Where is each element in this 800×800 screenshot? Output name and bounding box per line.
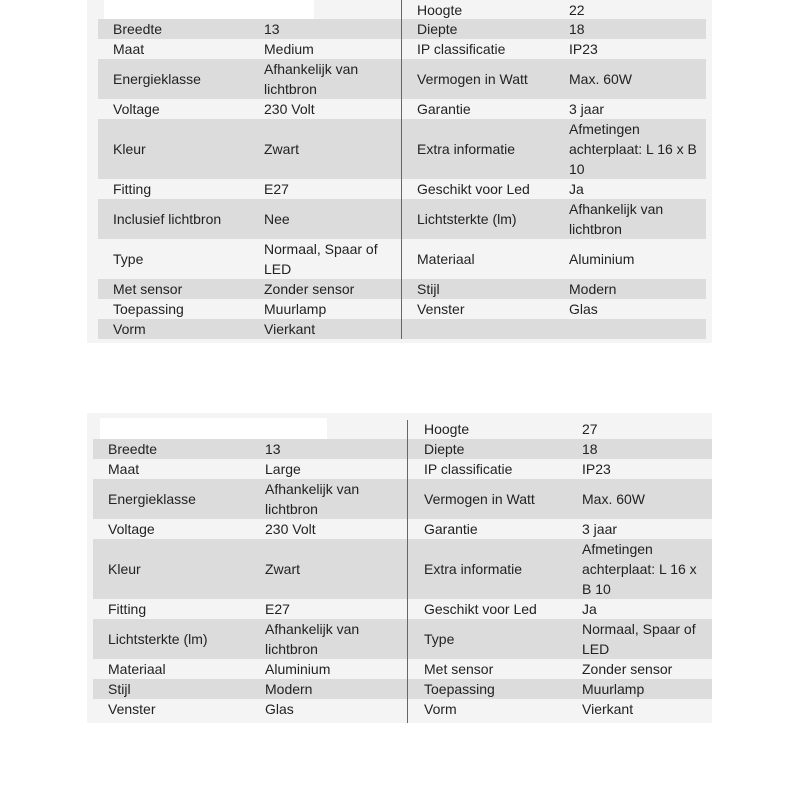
spec-label: Vermogen in Watt (417, 71, 528, 87)
spec-value: IP23 (569, 41, 598, 57)
spec-label: Toepassing (424, 681, 495, 697)
spec-label: Maat (108, 461, 140, 477)
spec-label: Vorm (113, 321, 146, 337)
spec-label: Hoogte (417, 1, 463, 18)
table-row (98, 0, 706, 19)
spec-value: Aluminium (569, 251, 635, 267)
spec-label: Energieklasse (108, 491, 196, 507)
spec-value: Max. 60W (582, 491, 646, 507)
spec-label: Breedte (113, 21, 163, 37)
spec-value: Ja (582, 601, 597, 617)
table-row (93, 519, 712, 539)
spec-table-2 (87, 413, 712, 723)
spec-label: Maat (113, 41, 145, 57)
spec-label: Hoogte (424, 421, 470, 437)
spec-label: Diepte (424, 441, 465, 457)
spec-label: Venster (108, 701, 156, 717)
spec-label: Garantie (424, 521, 478, 537)
spec-label: Vorm (424, 701, 457, 717)
spec-value: Zonder sensor (264, 281, 355, 297)
spec-label: Geschikt voor Led (424, 601, 537, 617)
spec-value: Vierkant (264, 321, 316, 337)
table-row (98, 19, 706, 39)
spec-label: Kleur (113, 141, 146, 157)
spec-value: Modern (265, 681, 313, 697)
spec-value: 13 (264, 21, 280, 37)
table-row (98, 119, 706, 179)
spec-value: Afhankelijk van lichtbron (264, 61, 359, 97)
spec-label: Voltage (113, 101, 160, 117)
spec-value: Afmetingen achterplaat: L 16 x B 10 (569, 121, 697, 177)
table-row (98, 279, 706, 299)
spec-label: Vermogen in Watt (424, 491, 535, 507)
spec-value: Glas (265, 701, 294, 717)
spec-label: Venster (417, 301, 465, 317)
table-row (93, 539, 712, 599)
column-divider (401, 0, 402, 339)
spec-label: Kleur (108, 561, 141, 577)
table-row (98, 59, 706, 99)
spec-value: Ja (569, 181, 584, 197)
column-divider (407, 420, 408, 723)
table-row (98, 99, 706, 119)
spec-label: IP classificatie (417, 41, 506, 57)
table-row (93, 679, 712, 699)
spec-value: Normaal, Spaar of LED (582, 621, 696, 657)
spec-label: Stijl (108, 681, 131, 697)
spec-value: Max. 60W (569, 71, 633, 87)
spec-value: 230 Volt (264, 101, 315, 117)
spec-value: E27 (264, 181, 289, 197)
spec-label: Type (424, 631, 455, 647)
spec-value: Aluminium (265, 661, 331, 677)
spec-label: Diepte (417, 21, 458, 37)
table-row (93, 599, 712, 619)
spec-value: Medium (264, 41, 314, 57)
spec-value: 3 jaar (569, 101, 605, 117)
spec-value: Nee (264, 211, 290, 227)
spec-value: Afmetingen achterplaat: L 16 x B 10 (582, 541, 697, 597)
spec-label: Extra informatie (424, 561, 523, 577)
spec-value: 18 (582, 441, 598, 457)
spec-value: 22 (569, 1, 585, 18)
spec-label: Stijl (417, 281, 440, 297)
spec-label: Energieklasse (113, 71, 201, 87)
spec-value: 3 jaar (582, 521, 618, 537)
table-row (93, 699, 712, 719)
spec-label: Materiaal (108, 661, 166, 677)
table-row (93, 479, 712, 519)
spec-label: Materiaal (417, 251, 475, 267)
spec-value: Muurlamp (582, 681, 645, 697)
table-row (98, 199, 706, 239)
table-row (93, 459, 712, 479)
table-row (98, 319, 706, 339)
spec-label: Met sensor (424, 661, 494, 677)
spec-value: 18 (569, 21, 585, 37)
spec-table-1 (87, 0, 712, 343)
table-row (93, 419, 712, 439)
table-row (98, 179, 706, 199)
spec-label: Breedte (108, 441, 158, 457)
spec-value: Zonder sensor (582, 661, 673, 677)
spec-label: Fitting (108, 601, 147, 617)
spec-value: Zwart (265, 561, 300, 577)
spec-label: Lichtsterkte (lm) (108, 631, 208, 647)
spec-value: E27 (265, 601, 290, 617)
spec-value: Normaal, Spaar of LED (264, 241, 378, 277)
spec-label: Inclusief lichtbron (113, 211, 222, 227)
spec-value: 13 (265, 441, 281, 457)
spec-label: Garantie (417, 101, 471, 117)
spec-value: Modern (569, 281, 617, 297)
spec-label: Toepassing (113, 301, 184, 317)
table-row (93, 659, 712, 679)
spec-value: Afhankelijk van lichtbron (265, 481, 360, 517)
spec-label: Voltage (108, 521, 155, 537)
spec-value: Glas (569, 301, 598, 317)
spec-value: Large (265, 461, 301, 477)
spec-label: Extra informatie (417, 141, 516, 157)
spec-value: Muurlamp (264, 301, 327, 317)
spec-value: 230 Volt (265, 521, 316, 537)
spec-label: Met sensor (113, 281, 183, 297)
spec-value: Afhankelijk van lichtbron (569, 201, 664, 237)
table-row (98, 299, 706, 319)
spec-label: Type (113, 251, 144, 267)
table-row (98, 39, 706, 59)
table-row (93, 619, 712, 659)
spec-label: Geschikt voor Led (417, 181, 530, 197)
spec-value: IP23 (582, 461, 611, 477)
table-row (98, 239, 706, 279)
spec-value: Afhankelijk van lichtbron (265, 621, 360, 657)
table-row (93, 439, 712, 459)
spec-value: 27 (582, 421, 598, 437)
spec-value: Vierkant (582, 701, 634, 717)
spec-label: IP classificatie (424, 461, 513, 477)
spec-label: Lichtsterkte (lm) (417, 211, 517, 227)
spec-label: Fitting (113, 181, 152, 197)
spec-value: Zwart (264, 141, 299, 157)
